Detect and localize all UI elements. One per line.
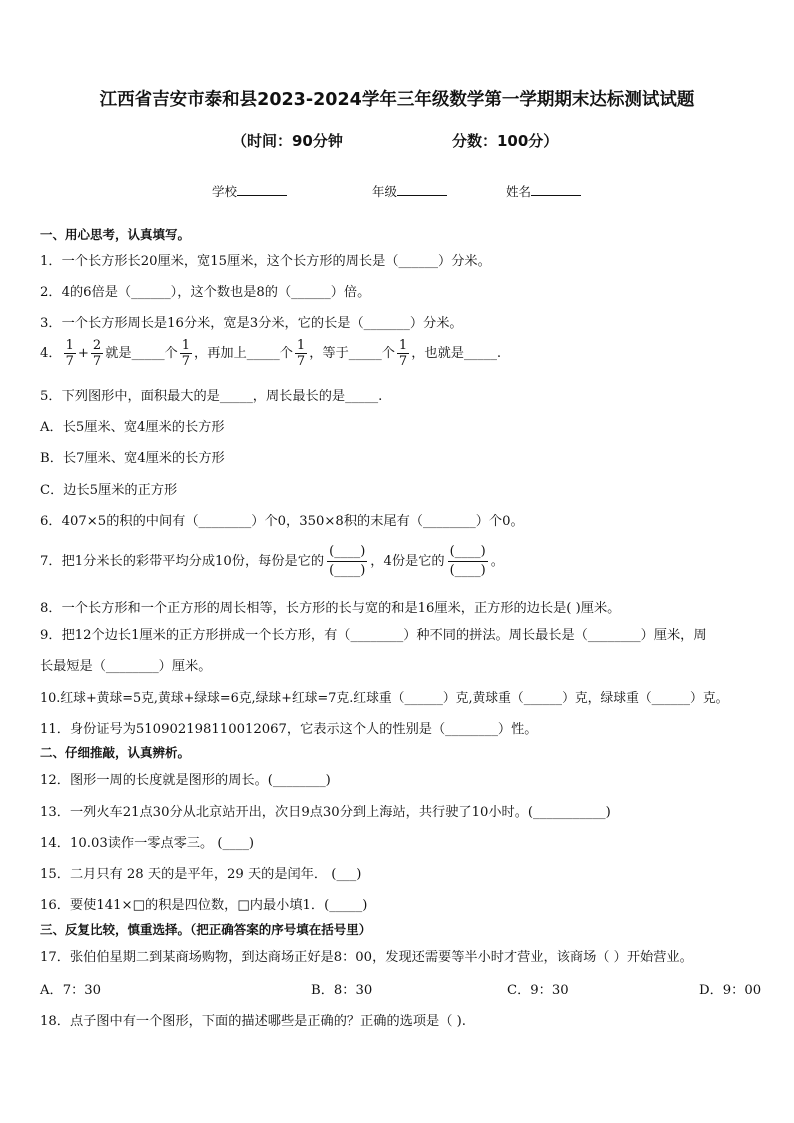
question-17-option-b: B．8：30 bbox=[311, 983, 373, 998]
fraction: $\frac{1}{7}$ bbox=[296, 338, 306, 369]
school-field[interactable] bbox=[212, 182, 287, 200]
plus-sign: + bbox=[77, 346, 89, 361]
fraction: $\frac{1}{7}$ bbox=[181, 338, 191, 369]
exam-time: （时间：90分钟 bbox=[232, 132, 343, 150]
question-5-option-c: C．边长5厘米的正方形 bbox=[40, 483, 178, 498]
school-label: 学校 bbox=[212, 184, 238, 199]
question-17-option-d: D．9：00 bbox=[699, 983, 762, 998]
question-16: 16．要使141×□的积是四位数，□内最小填1．(_____) bbox=[40, 898, 368, 913]
question-10: 10.红球+黄球=5克,黄球+绿球=6克,绿球+红球=7克.红球重（______）克,黄球重（______）克，绿球重（______）克。 bbox=[40, 691, 729, 706]
question-12: 12．图形一周的长度就是图形的周长。(________) bbox=[40, 773, 331, 788]
page-title: 江西省吉安市泰和县2023-2024学年三年级数学第一学期期末达标测试试题 bbox=[99, 90, 695, 110]
section-3-heading: 三、反复比较，慎重选择。（把正确答案的序号填在括号里） bbox=[40, 922, 372, 937]
question-17-option-c: C．9：30 bbox=[507, 983, 569, 998]
question-17: 17．张伯伯星期二到某商场购物，到达商场正好是8：00，发现还需要等半小时才营业，该商场（ ）开始营业。 bbox=[40, 950, 693, 965]
question-14: 14．10.03读作一零点零三。 (____) bbox=[40, 836, 255, 851]
fraction: $\frac{1}{7}$ bbox=[65, 338, 74, 369]
name-field[interactable] bbox=[506, 182, 581, 200]
question-18: 18．点子图中有一个图形，下面的描述哪些是正确的？正确的选项是（ ). bbox=[40, 1014, 466, 1029]
school-blank[interactable] bbox=[237, 183, 287, 196]
question-8: 8．一个长方形和一个正方形的周长相等，长方形的长与宽的和是16厘米，正方形的边长是( )厘米。 bbox=[40, 601, 621, 616]
question-5-option-b: B．长7厘米、宽4厘米的长方形 bbox=[40, 451, 225, 466]
question-4: 4． $\frac{1}{7}$ + $\frac{2}{7}$ 就是_____个 $\frac{1}{7}$ ，再加上_____个 $\frac{1}{7}$ ，等于_____个 $\frac{1}{7}$ ，也就是_____. bbox=[40, 338, 502, 369]
section-1-heading: 一、用心思考，认真填写。 bbox=[40, 227, 191, 242]
section-2-heading: 二、仔细推敲，认真辨析。 bbox=[40, 745, 191, 760]
question-9-line-1: 9．把12个边长1厘米的正方形拼成一个长方形，有（________）种不同的拼法。周长最长是（________）厘米，周 bbox=[40, 628, 707, 643]
question-5-option-a: A．长5厘米、宽4厘米的长方形 bbox=[40, 420, 225, 435]
question-4-number: 4． bbox=[40, 346, 62, 361]
question-9-line-2: 长最短是（________）厘米。 bbox=[40, 659, 212, 674]
blank-fraction[interactable]: (____) (____) bbox=[329, 544, 366, 578]
grade-field[interactable] bbox=[372, 182, 447, 200]
grade-blank[interactable] bbox=[397, 183, 447, 196]
fraction: $\frac{2}{7}$ bbox=[92, 338, 102, 369]
question-3: 3．一个长方形周长是16分米，宽是3分米，它的长是（_______）分米。 bbox=[40, 316, 463, 331]
question-6: 6．407×5的积的中间有（________）个0，350×8积的末尾有（________）个0。 bbox=[40, 514, 524, 529]
question-5: 5．下列图形中，面积最大的是_____，周长最长的是_____. bbox=[40, 389, 383, 404]
question-2: 2．4的6倍是（______），这个数也是8的（______）倍。 bbox=[40, 285, 371, 300]
grade-label: 年级 bbox=[372, 184, 398, 199]
question-11: 11．身份证号为510902198110012067，它表示这个人的性别是（________）性。 bbox=[40, 722, 538, 737]
question-1: 1．一个长方形长20厘米，宽15厘米，这个长方形的周长是（______）分米。 bbox=[40, 254, 491, 269]
question-13: 13．一列火车21点30分从北京站开出，次日9点30分到上海站，共行驶了10小时。(___________) bbox=[40, 805, 611, 820]
fraction: $\frac{1}{7}$ bbox=[398, 338, 408, 369]
question-7: 7．把1分米长的彩带平均分成10份，每份是它的 (____) (____) ，4份是它的 (____) (____) 。 bbox=[40, 544, 504, 578]
question-15: 15．二月只有 28 天的是平年，29 天的是闰年． (___) bbox=[40, 867, 362, 882]
question-17-option-a: A．7：30 bbox=[40, 983, 102, 998]
exam-score: 分数：100分） bbox=[452, 132, 559, 150]
blank-fraction[interactable]: (____) (____) bbox=[449, 544, 486, 578]
name-label: 姓名 bbox=[506, 184, 532, 199]
name-blank[interactable] bbox=[531, 183, 581, 196]
